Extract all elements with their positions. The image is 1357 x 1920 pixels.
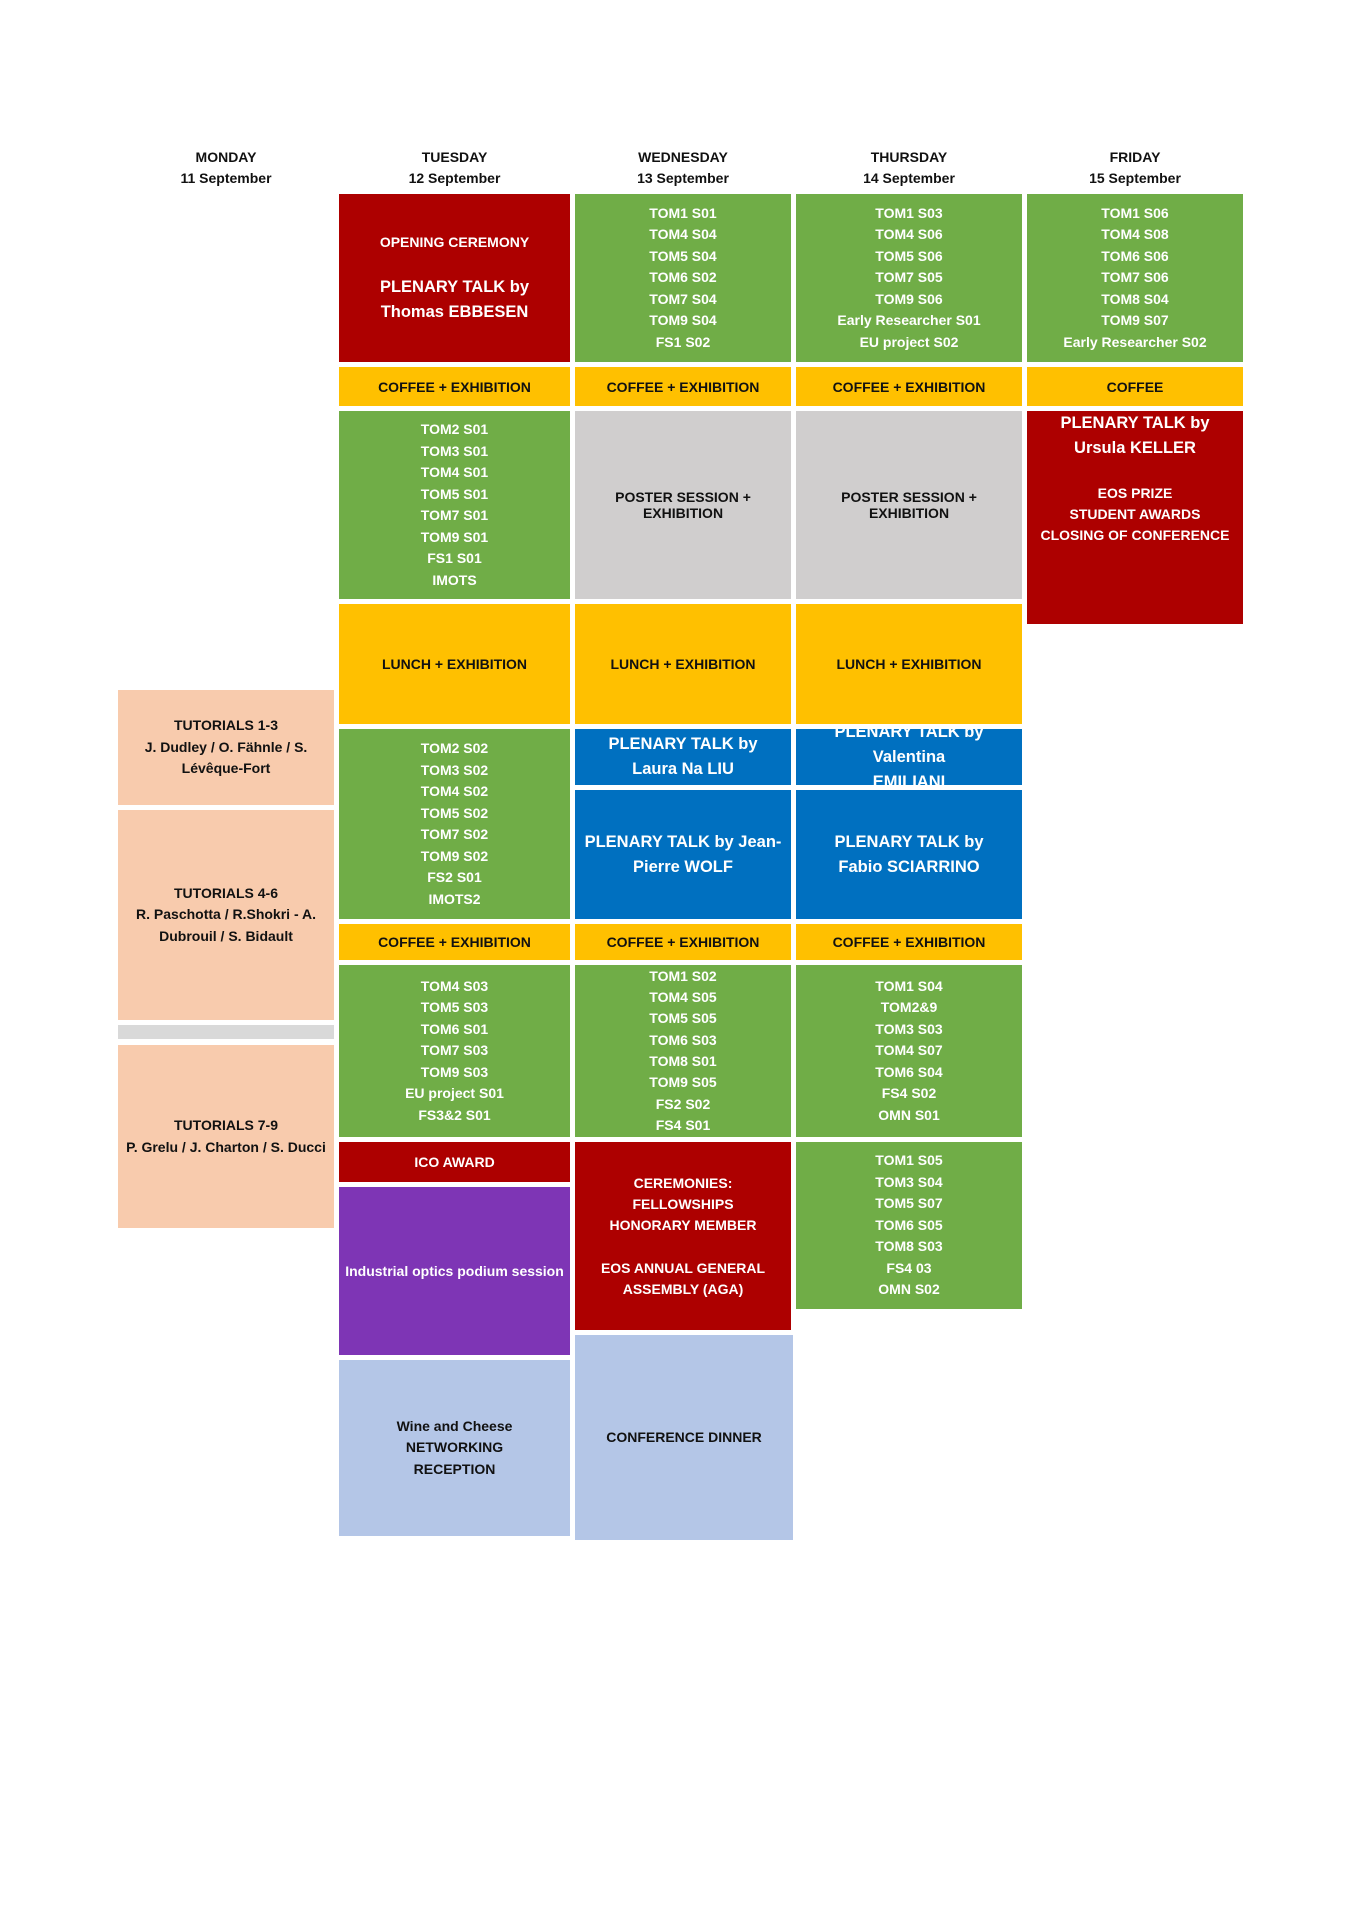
tutorials-1-3-block: TUTORIALS 1-3 J. Dudley / O. Fähnle / S. Lévêque-Fort [118,690,334,805]
thursday-plenary-2: PLENARY TALK by Fabio SCIARRINO [796,790,1022,919]
thursday-lunch: LUNCH + EXHIBITION [796,604,1022,724]
industrial-optics-block: Industrial optics podium session [339,1187,570,1355]
thursday-poster-session: POSTER SESSION + EXHIBITION [796,411,1022,599]
day-header-monday: MONDAY 11 September [180,149,272,186]
opening-plenary-block: OPENING CEREMONY PLENARY TALK by Thomas EBBESEN [339,194,570,362]
day-header-friday: FRIDAY 15 September [1089,149,1181,186]
tuesday-coffee-1: COFFEE + EXHIBITION [339,367,570,406]
tuesday-sessions-2: TOM2 S02 TOM3 S02 TOM4 S02 TOM5 S02 TOM7 S02 TOM9 S02 FS2 S01 IMOTS2 [339,729,570,919]
break-divider [118,1025,334,1039]
conference-dinner-block: CONFERENCE DINNER [575,1335,793,1540]
ico-award-block: ICO AWARD [339,1142,570,1182]
thursday-sessions-3: TOM1 S05 TOM3 S04 TOM5 S07 TOM6 S05 TOM8 S03 FS4 03 OMN S02 [796,1142,1022,1309]
wine-cheese-reception-block: Wine and Cheese NETWORKING RECEPTION [339,1360,570,1536]
wednesday-lunch: LUNCH + EXHIBITION [575,604,791,724]
tuesday-lunch: LUNCH + EXHIBITION [339,604,570,724]
wednesday-sessions-1: TOM1 S01 TOM4 S04 TOM5 S04 TOM6 S02 TOM7 S04 TOM9 S04 FS1 S02 [575,194,791,362]
wednesday-poster-session: POSTER SESSION + EXHIBITION [575,411,791,599]
friday-plenary-closing-block: PLENARY TALK by Ursula KELLER EOS PRIZE STUDENT AWARDS CLOSING OF CONFERENCE [1027,411,1243,624]
day-header-thursday: THURSDAY 14 September [863,149,955,186]
wednesday-plenary-1: PLENARY TALK by Laura Na LIU [575,729,791,785]
day-header-wednesday: WEDNESDAY 13 September [637,149,729,186]
wednesday-coffee-1: COFFEE + EXHIBITION [575,367,791,406]
wednesday-coffee-2: COFFEE + EXHIBITION [575,924,791,960]
tuesday-sessions-1: TOM2 S01 TOM3 S01 TOM4 S01 TOM5 S01 TOM7 S01 TOM9 S01 FS1 S01 IMOTS [339,411,570,599]
wednesday-ceremonies-block: CEREMONIES: FELLOWSHIPS HONORARY MEMBER EOS ANNUAL GENERAL ASSEMBLY (AGA) [575,1142,791,1330]
thursday-sessions-2: TOM1 S04 TOM2&9 TOM3 S03 TOM4 S07 TOM6 S04 FS4 S02 OMN S01 [796,965,1022,1137]
wednesday-plenary-2: PLENARY TALK by Jean- Pierre WOLF [575,790,791,919]
thursday-sessions-1: TOM1 S03 TOM4 S06 TOM5 S06 TOM7 S05 TOM9 S06 Early Researcher S01 EU project S02 [796,194,1022,362]
thursday-plenary-1: PLENARY TALK by Valentina EMILIANI [796,729,1022,785]
wednesday-sessions-2: TOM1 S02 TOM4 S05 TOM5 S05 TOM6 S03 TOM8 S01 TOM9 S05 FS2 S02 FS4 S01 [575,965,791,1137]
tuesday-sessions-3: TOM4 S03 TOM5 S03 TOM6 S01 TOM7 S03 TOM9 S03 EU project S01 FS3&2 S01 [339,965,570,1137]
friday-sessions-1: TOM1 S06 TOM4 S08 TOM6 S06 TOM7 S06 TOM8 S04 TOM9 S07 Early Researcher S02 [1027,194,1243,362]
tuesday-coffee-2: COFFEE + EXHIBITION [339,924,570,960]
day-header-tuesday: TUESDAY 12 September [408,149,501,186]
tutorials-4-6-block: TUTORIALS 4-6 R. Paschotta / R.Shokri - A. Dubrouil / S. Bidault [118,810,334,1020]
thursday-coffee-2: COFFEE + EXHIBITION [796,924,1022,960]
thursday-coffee-1: COFFEE + EXHIBITION [796,367,1022,406]
tutorials-7-9-block: TUTORIALS 7-9 P. Grelu / J. Charton / S. Ducci [118,1045,334,1228]
friday-coffee: COFFEE [1027,367,1243,406]
